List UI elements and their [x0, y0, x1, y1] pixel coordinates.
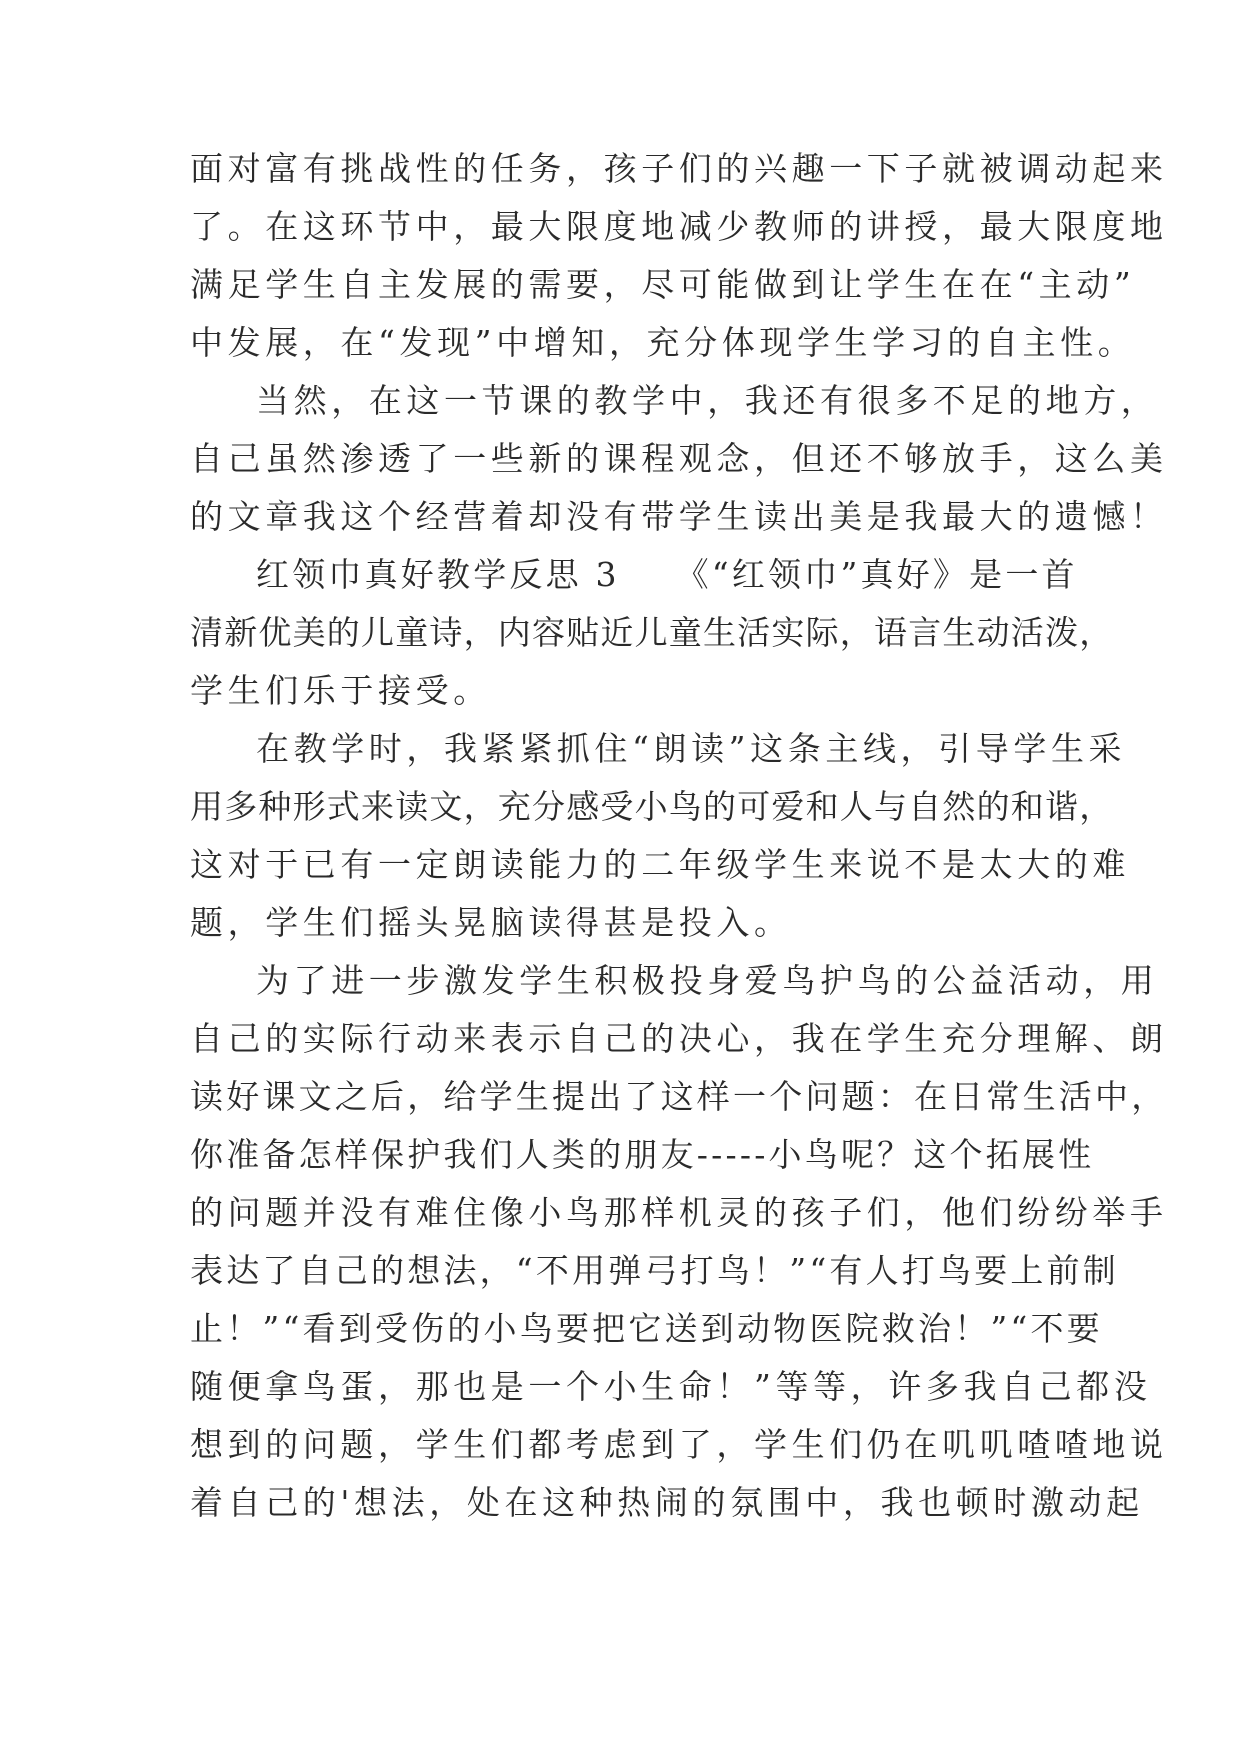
text-line: 止！”“看到受伤的小鸟要把它送到动物医院救治！”“不要: [190, 1309, 1103, 1348]
text-line: 红领巾真好教学反思 3 《“红领巾”真好》是一首: [256, 555, 1078, 594]
text-line: 了。在这环节中，最大限度地减少教师的讲授，最大限度地: [190, 207, 1168, 246]
text-line: 这对于已有一定朗读能力的二年级学生来说不是太大的难: [190, 845, 1130, 884]
text-line: 自己的实际行动来表示自己的决心，我在学生充分理解、朗: [190, 1019, 1168, 1058]
text-line: 的文章我这个经营着却没有带学生读出美是我最大的遗憾！: [190, 497, 1168, 536]
text-line: 当然，在这一节课的教学中，我还有很多不足的地方，: [256, 381, 1159, 420]
text-line: 学生们乐于接受。: [190, 671, 491, 710]
text-line: 用多种形式来读文，充分感受小鸟的可爱和人与自然的和谐，: [190, 787, 1114, 826]
text-line: 想到的问题，学生们都考虑到了，学生们仍在叽叽喳喳地说: [190, 1425, 1168, 1464]
text-line: 表达了自己的想法，“不用弹弓打鸟！”“有人打鸟要上前制: [190, 1251, 1120, 1290]
text-line: 清新优美的儿童诗，内容贴近儿童生活实际，语言生动活泼，: [190, 613, 1114, 652]
text-line: 在教学时，我紧紧抓住“朗读”这条主线，引导学生采: [256, 729, 1127, 768]
text-line: 自己虽然渗透了一些新的课程观念，但还不够放手，这么美: [190, 439, 1168, 478]
text-line: 为了进一步激发学生积极投身爱鸟护鸟的公益活动，用: [256, 961, 1159, 1000]
text-line: 中发展，在“发现”中增知，充分体现学生学习的自主性。: [190, 323, 1136, 362]
text-line: 你准备怎样保护我们人类的朋友-----小鸟呢？这个拓展性: [190, 1135, 1095, 1174]
text-line: 着自己的'想法，处在这种热闹的氛围中，我也顿时激动起: [190, 1483, 1144, 1522]
text-line: 满足学生自主发展的需要，尽可能做到让学生在在“主动”: [190, 265, 1136, 304]
text-line: 题，学生们摇头晃脑读得甚是投入。: [190, 903, 792, 942]
text-line: 面对富有挑战性的任务，孩子们的兴趣一下子就被调动起来: [190, 149, 1168, 188]
text-line: 随便拿鸟蛋，那也是一个小生命！”等等，许多我自己都没: [190, 1367, 1152, 1406]
text-line: 读好课文之后，给学生提出了这样一个问题：在日常生活中，: [190, 1077, 1168, 1116]
text-line: 的问题并没有难住像小鸟那样机灵的孩子们，他们纷纷举手: [190, 1193, 1168, 1232]
